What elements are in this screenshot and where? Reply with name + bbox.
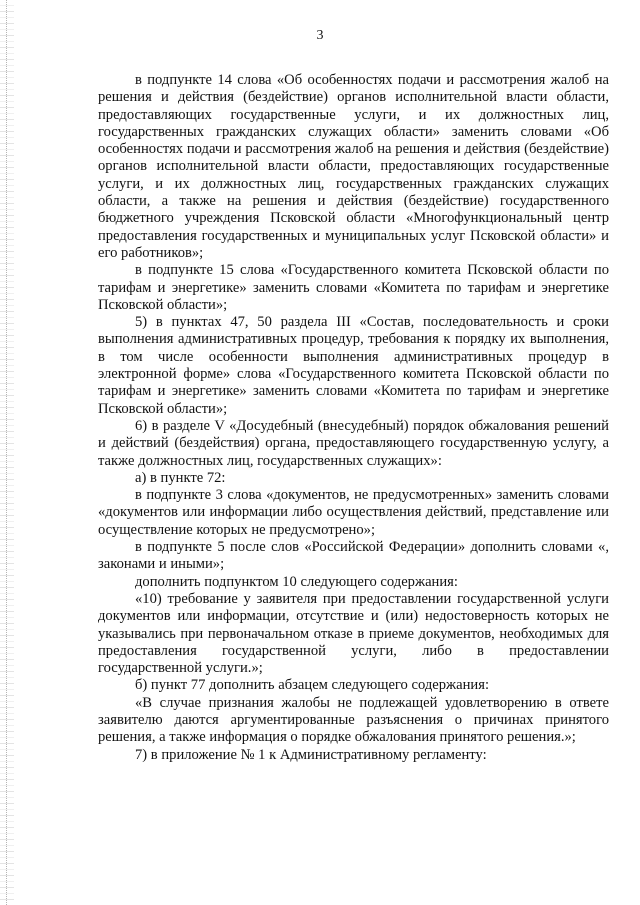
paragraph-subpoint-14: в подпункте 14 слова «Об особенностях подачи и рассмотрения жалоб на решения и действия (бездействие) органов исполнительной власти области, предоставляющих государственные услуги, и их должностных лиц, государственных гражданских служащих области» заменить словами «Об особенностях подачи и рассмотрения жалоб на решения и действия (бездействие) органов исполнительной власти области, предоставляющих государственные услуги, и их должностных лиц, государственных гражданских служащих области, а также на решения и действия (бездействие) государственного бюджетного учреждения Псковской области «Многофункциональный центр предоставления государственных и муниципальных услуг Псковской области» и его работников»;	[98, 72, 609, 261]
paragraph-subpoint-5: в подпункте 5 после слов «Российской Федерации» дополнить словами «, законами и иными»;	[98, 539, 609, 573]
paragraph-item-6b: б) пункт 77 дополнить абзацем следующего содержания:	[135, 677, 490, 694]
paragraph-item-6a: а) в пункте 72:	[135, 469, 226, 486]
paragraph-subpoint-15: в подпункте 15 слова «Государственного комитета Псковской области по тарифам и энергетике» заменить словами «Комитета по тарифам и энергетике Псковской области»;	[98, 262, 609, 313]
page-number: 3	[316, 28, 324, 43]
paragraph-item-5: 5) в пунктах 47, 50 раздела III «Состав, последовательность и сроки выполнения административных процедур, требования к порядку их выполнения, в том числе особенности выполнения административных процедур в электронной форме» слова «Государственного комитета Псковской области по тарифам и энергетике» заменить словами «Комитета по тарифам и энергетике Псковской области»;	[98, 314, 609, 417]
paragraph-item-7: 7) в приложение № 1 к Административному регламенту:	[135, 746, 487, 763]
paragraph-add-subpoint-10: дополнить подпунктом 10 следующего содержания:	[135, 573, 458, 590]
paragraph-item-6: 6) в разделе V «Досудебный (внесудебный) порядок обжалования решений и действий (бездействия) органа, предоставляющего государственную услугу, а также должностных лиц, государственных служащих»:	[98, 417, 609, 469]
paragraph-item-77-text: «В случае признания жалобы не подлежащей удовлетворению в ответе заявителю даются аргументированные разъяснения о причинах принятого решения, а также информация о порядке обжалования принятого решения.»;	[98, 694, 609, 746]
paragraph-subpoint-10-text: «10) требование у заявителя при предоставлении государственной услуги документов или информации, отсутствие и (или) недостоверность которых не указывались при первоначальном отказе в приеме документов, необходимых для предоставления государственной услуги, либо в предоставлении государственной услуги.»;	[98, 590, 609, 677]
paragraph-subpoint-3: в подпункте 3 слова «документов, не предусмотренных» заменить словами «документов или информации либо осуществления действий, представление или осуществление которых не предусмотрено»;	[98, 487, 609, 538]
document-body	[98, 72, 609, 764]
scan-edge-line	[6, 0, 8, 905]
